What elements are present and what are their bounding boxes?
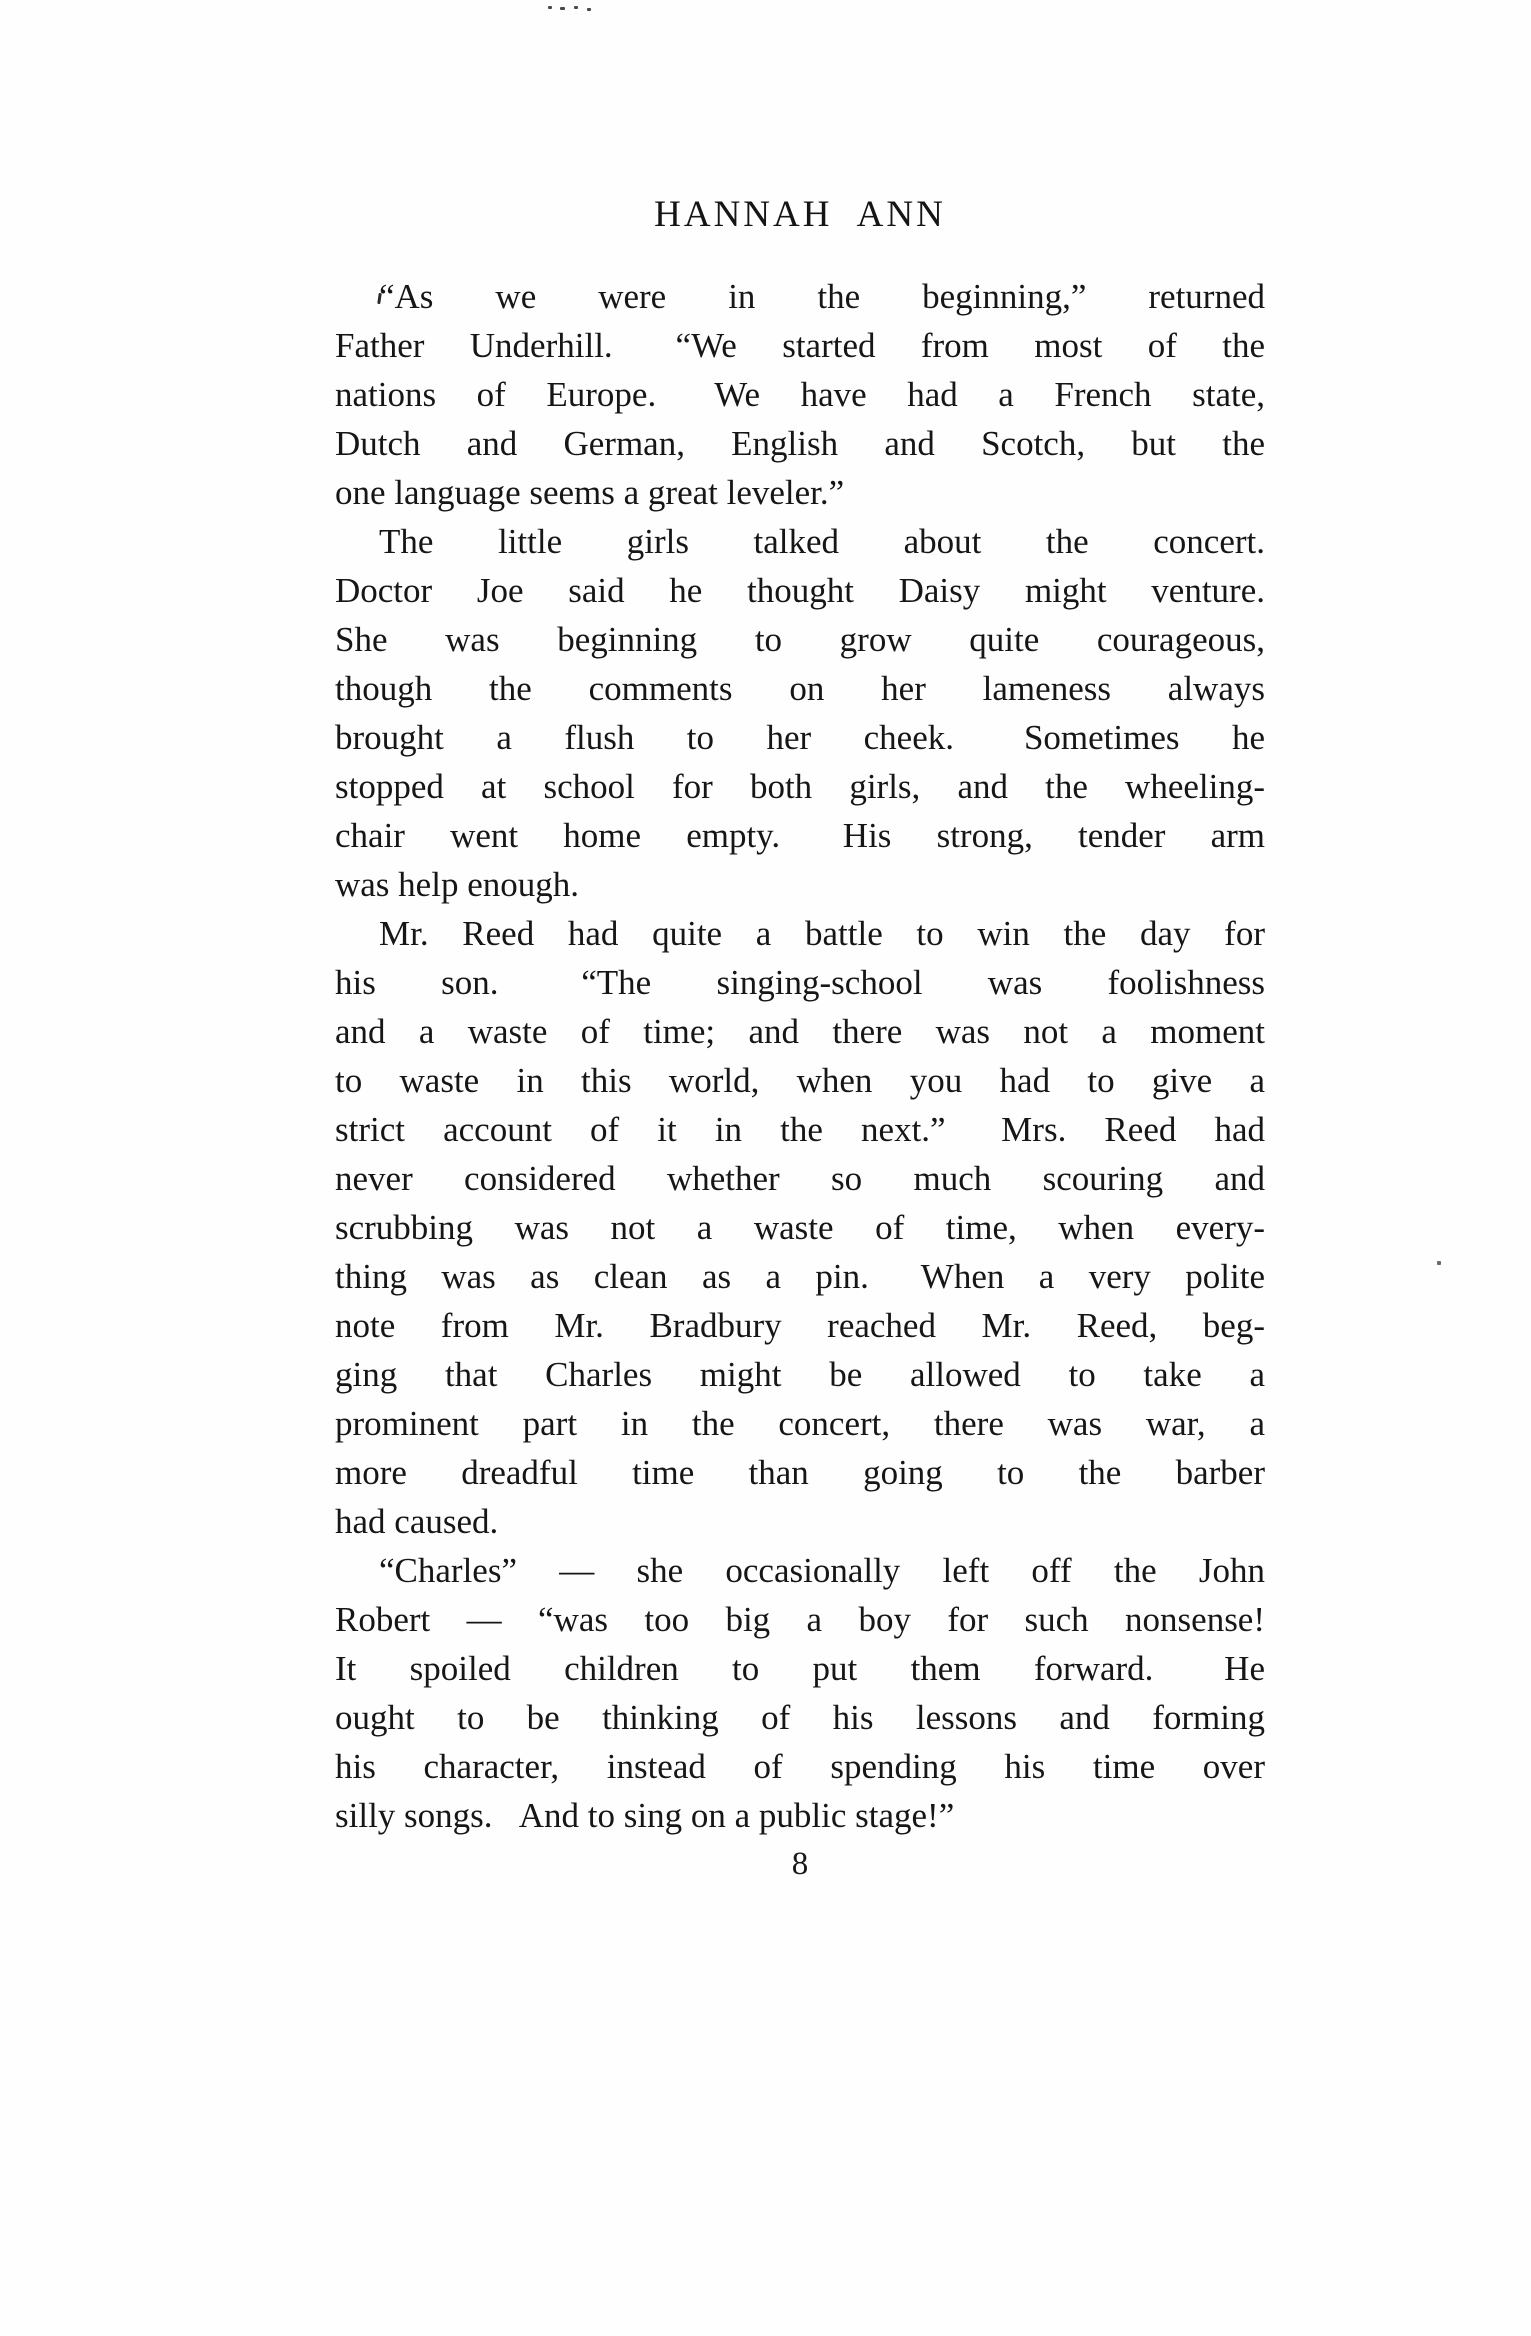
paragraph xyxy=(335,517,1265,909)
text-line: more dreadful time than going to the barber xyxy=(335,1453,1265,1492)
text-line: never considered whether so much scouring and xyxy=(335,1159,1265,1198)
paragraph xyxy=(335,909,1265,1546)
text-line: Father Underhill. “We started from most of the xyxy=(335,326,1265,365)
text-line: ought to be thinking of his lessons and forming xyxy=(335,1698,1265,1737)
text-line: She was beginning to grow quite courageous, xyxy=(335,620,1265,659)
text-line: chair went home empty. His strong, tender arm xyxy=(335,816,1265,855)
text-line: strict account of it in the next.” Mrs. Reed had xyxy=(335,1110,1265,1149)
text-line: note from Mr. Bradbury reached Mr. Reed, beg- xyxy=(335,1306,1265,1345)
text-line: The little girls talked about the concert. xyxy=(379,522,1265,561)
text-line: his son. “The singing-school was foolishness xyxy=(335,963,1265,1002)
text-line: silly songs. And to sing on a public stage!” xyxy=(335,1796,955,1835)
text-line: It spoiled children to put them forward. He xyxy=(335,1649,1265,1688)
scan-artifact xyxy=(548,6,552,9)
page-number: 8 xyxy=(791,1846,809,1882)
paragraph xyxy=(335,272,1265,517)
text-line: to waste in this world, when you had to give a xyxy=(335,1061,1265,1100)
running-head: HANNAH ANN xyxy=(654,194,946,235)
text-line: Doctor Joe said he thought Daisy might venture. xyxy=(335,571,1265,610)
text-line: “As we were in the beginning,” returned xyxy=(379,277,1265,316)
text-line: and a waste of time; and there was not a moment xyxy=(335,1012,1265,1051)
text-line: his character, instead of spending his time over xyxy=(335,1747,1265,1786)
text-line: prominent part in the concert, there was war, a xyxy=(335,1404,1265,1443)
text-line: Robert — “was too big a boy for such nonsense! xyxy=(335,1600,1265,1639)
text-line: Mr. Reed had quite a battle to win the day for xyxy=(379,914,1265,953)
text-line: “Charles” — she occasionally left off the John xyxy=(379,1551,1265,1590)
text-line: though the comments on her lameness always xyxy=(335,669,1265,708)
scan-artifact xyxy=(587,8,591,11)
text-line: Dutch and German, English and Scotch, but the xyxy=(335,424,1265,463)
text-line: brought a flush to her cheek. Sometimes he xyxy=(335,718,1265,757)
text-block xyxy=(335,272,1265,1840)
text-line: ging that Charles might be allowed to take a xyxy=(335,1355,1265,1394)
scan-artifact xyxy=(560,7,565,10)
text-line: one language seems a great leveler.” xyxy=(335,473,845,512)
paragraph xyxy=(335,1546,1265,1840)
text-line: scrubbing was not a waste of time, when every- xyxy=(335,1208,1265,1247)
scan-artifact xyxy=(1437,1261,1441,1265)
scan-artifact xyxy=(574,6,578,9)
text-line: nations of Europe. We have had a French state, xyxy=(335,375,1265,414)
text-line: was help enough. xyxy=(335,865,579,904)
text-line: had caused. xyxy=(335,1502,499,1541)
text-line: stopped at school for both girls, and the wheeling- xyxy=(335,767,1265,806)
text-line: thing was as clean as a pin. When a very polite xyxy=(335,1257,1265,1296)
